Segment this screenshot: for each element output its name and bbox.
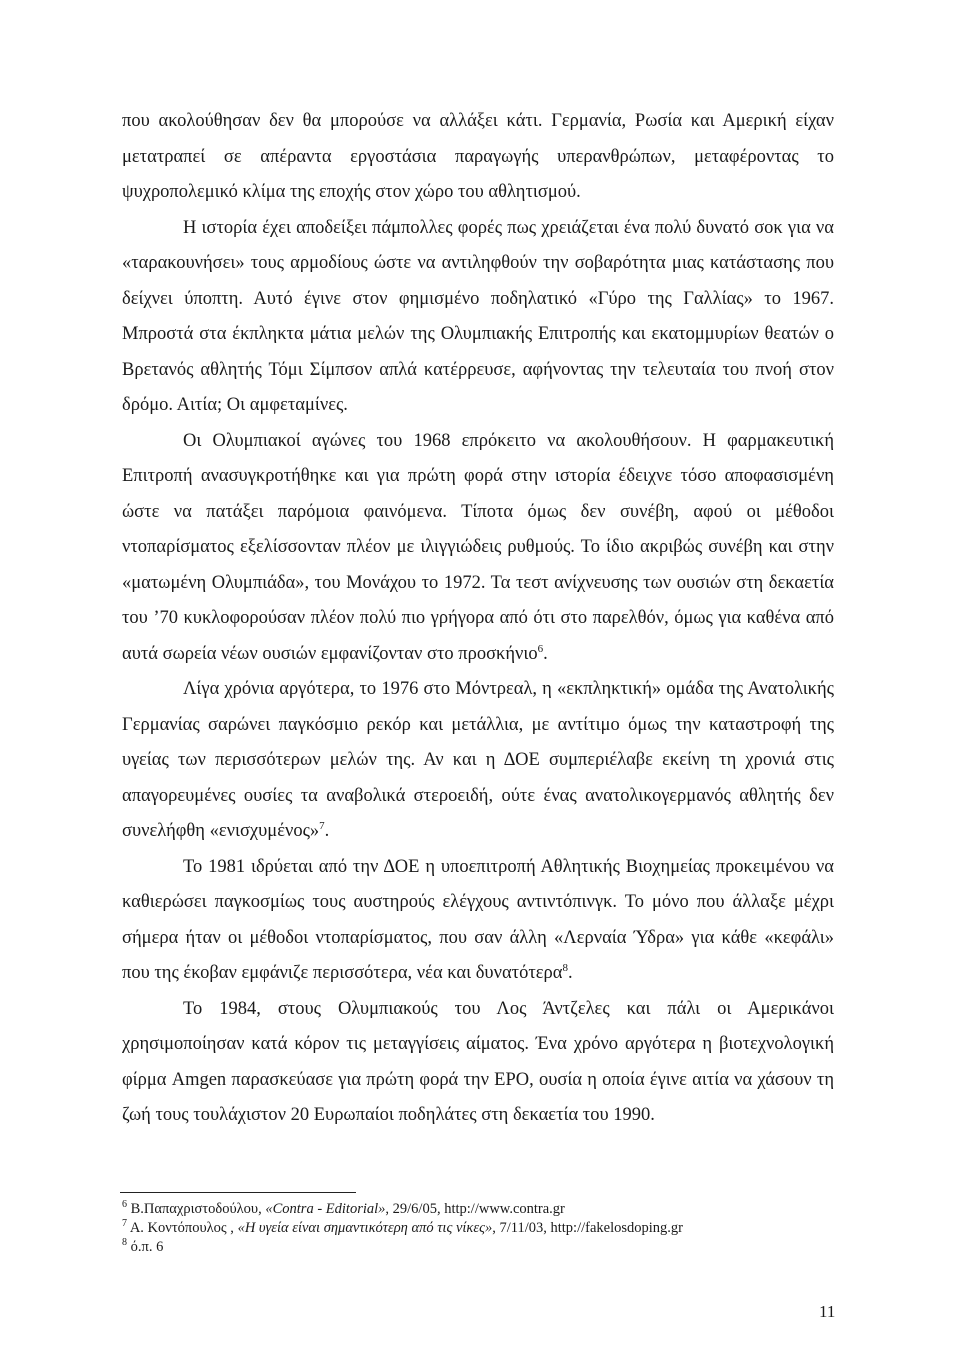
paragraph-4 <box>122 672 834 850</box>
footnotes <box>122 1200 834 1257</box>
paragraph-5-tail: . <box>567 963 573 983</box>
paragraph-6 <box>122 992 834 1134</box>
body-text <box>122 104 834 1134</box>
paragraph-5 <box>122 850 834 992</box>
footnote-author: Α. Κοντόπουλος , <box>129 1220 234 1236</box>
page-number: 11 <box>819 1302 836 1321</box>
footnote-source[interactable]: , 29/6/05, http://www.contra.gr <box>385 1201 565 1217</box>
paragraph-2-text: Η ιστορία έχει αποδείξει πάμπολλες φορές πως χρειάζεται ένα πολύ δυνατό σοκ για να «ταρακουνήσει» τους αρμοδίους ώστε να αντιληφθούν την σοβαρότητα μιας κατάστασης που δείχνει ύποπτη. Αυτό έγινε στον φημισμένο ποδηλατικό «Γύρο της Γαλλίας» το 1967. Μπροστά στα έκπληκτα μάτια μελών της Ολυμπιακής Επιτροπής και εκατομμυρίων θεατών ο Βρετανός αθλητής Τόμι Σίμπσον απλά κατέρρευσε, αφήνοντας την τελευταία του πνοή στον δρόμο. Αιτία; Οι αμφεταμίνες. <box>122 217 834 415</box>
paragraph-3 <box>122 424 834 673</box>
footnote-number: 7 <box>122 1218 127 1230</box>
footnote-7 <box>122 1219 834 1238</box>
paragraph-6-text: Το 1984, στους Ολυμπιακούς του Λος Άντζελες και πάλι οι Αμερικάνοι χρησιμοποίησαν κατά κόρον τις μεταγγίσεις αίματος. Ένα χρόνο αργότερα η βιοτεχνολογική φίρμα Amgen παρασκεύασε για πρώτη φορά την EPO, ουσία η οποία έγινε αιτία να χάσουν τη ζωή τους τουλάχιστον 20 Ευρωπαίοι ποδηλάτες στη δεκαετία του 1990. <box>122 998 834 1125</box>
footnote-number: 8 <box>122 1237 127 1249</box>
footnote-text: ό.π. 6 <box>130 1239 164 1255</box>
paragraph-4-text: Λίγα χρόνια αργότερα, το 1976 στο Μόντρεαλ, η «εκπληκτική» ομάδα της Ανατολικής Γερμανίας σαρώνει παγκόσμιο ρεκόρ και μετάλλια, με αντίτιμο όμως την καταστροφή της υγείας των περισσότερων μελών της. Αν και η ΔΟΕ συμπεριέλαβε εκείνη τη χρονιά στις απαγορευμένες ουσίες τα αναβολικά στεροειδή, ούτε ένας ανατολικογερμανός αθλητής δεν συνελήφθη «ενισχυμένος» <box>122 679 834 841</box>
footnote-author: Β.Παπαχριστοδούλου, <box>130 1201 262 1217</box>
footnote-title: «Η υγεία είναι σημαντικότερη από τις νίκες» <box>237 1220 493 1236</box>
footnote-ref-7[interactable]: 7 <box>319 819 325 832</box>
footnote-source[interactable]: , 7/11/03, http://fakelosdoping.gr <box>492 1220 683 1236</box>
paragraph-3-text: Οι Ολυμπιακοί αγώνες του 1968 επρόκειτο να ακολουθήσουν. Η φαρμακευτική Επιτροπή ανασυγκροτήθηκε και για πρώτη φορά στην ιστορία έδειχνε τόσο αποφασισμένη ώστε να πατάξει παρόμοια φαινόμενα. Τίποτα όμως δεν συνέβη, αφού οι μέθοδοι ντοπαρίσματος εξελίσσονταν πλέον με ιλιγγιώδεις ρυθμούς. Το ίδιο ακριβώς συνέβη και στην «ματωμένη Ολυμπιάδα», του Μονάχου το 1972. Τα τεστ ανίχνευσης των ουσιών στη δεκαετία του ’70 κυκλοφορούσαν πλέον πολύ πιο γρήγορα από ότι στο παρελθόν, όμως για καθένα από αυτά σωρεία νέων ουσιών εμφανίζονταν στο προσκήνιο <box>122 430 834 664</box>
footnote-title: «Contra - Editorial» <box>265 1201 386 1217</box>
paragraph-5-text: Το 1981 ιδρύεται από την ΔΟΕ η υποεπιτροπή Αθλητικής Βιοχημείας προκειμένου να καθιερώσει παγκοσμίως τους αυστηρούς ελέγχους αντιντόπινγκ. Το μόνο που άλλαξε μέχρι σήμερα ήταν οι μέθοδοι ντοπαρίσματος, που σαν άλλη «Λερναία Ύδρα» για κάθε «κεφάλι» που της έκοβαν εμφάνιζε περισσότερα, νέα και δυνατότερα <box>122 856 834 983</box>
footnote-ref-8[interactable]: 8 <box>562 961 568 974</box>
footnote-6 <box>122 1200 834 1219</box>
paragraph-3-tail: . <box>543 643 548 664</box>
paragraph-4-tail: . <box>324 821 330 841</box>
footnote-ref-6[interactable]: 6 <box>537 642 544 655</box>
footnote-divider <box>120 1192 356 1193</box>
footnote-8 <box>122 1238 834 1257</box>
footnote-number: 6 <box>122 1199 127 1211</box>
paragraph-2 <box>122 211 834 424</box>
paragraph-1-text: που ακολούθησαν δεν θα μπορούσε να αλλάξει κάτι. Γερμανία, Ρωσία και Αμερική είχαν μετατραπεί σε απέραντα εργοστάσια παραγωγής υπερανθρώπων, μεταφέροντας το ψυχροπολεμικό κλίμα της εποχής στον χώρο του αθλητισμού. <box>122 111 834 202</box>
paragraph-1 <box>122 104 834 211</box>
